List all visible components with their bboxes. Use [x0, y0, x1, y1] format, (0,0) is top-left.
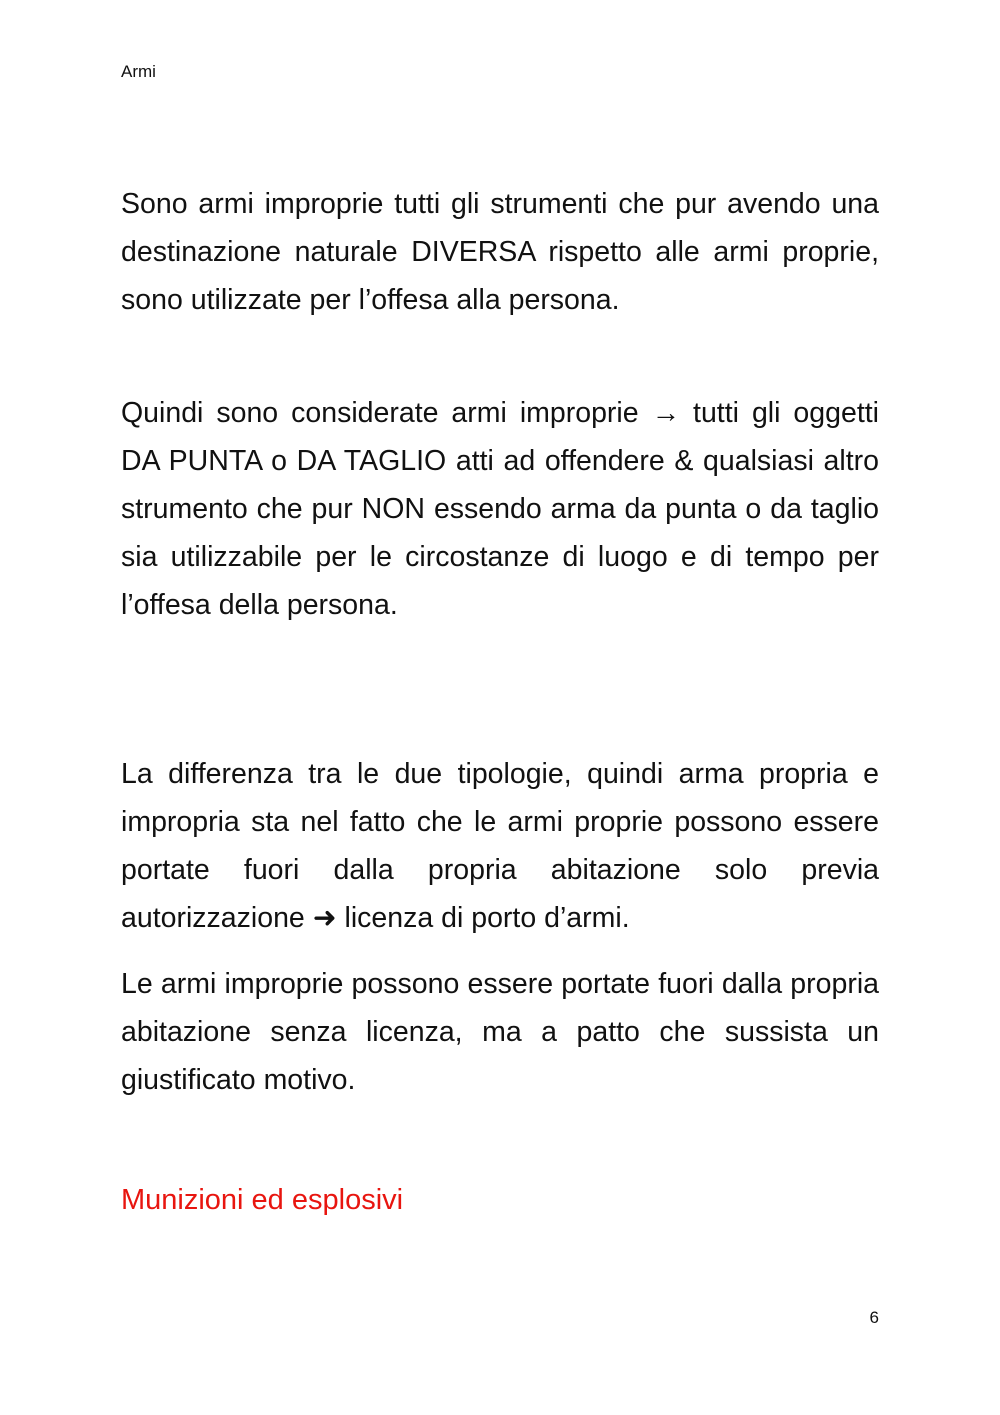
section-heading: Munizioni ed esplosivi [121, 1184, 404, 1216]
paragraph-text: La differenza tra le due tipologie, quindi arma propria e impropria sta nel fatto che le armi proprie possono essere portate fuori dalla propria abitazione solo previa autorizzazione ➜ licenza di porto d’armi. [121, 758, 879, 934]
paragraph-difference [121, 750, 879, 942]
running-header: Armi [121, 62, 156, 81]
page-number: 6 [869, 1308, 879, 1327]
paragraph-text: Sono armi improprie tutti gli strumenti che pur avendo una destinazione naturale DIVERSA rispetto alle armi proprie, sono utilizzate per l’offesa alla persona. [121, 188, 879, 316]
paragraph-improper-carry [121, 960, 879, 1104]
paragraph-text: Le armi improprie possono essere portate fuori dalla propria abitazione senza licenza, ma a patto che sussista un giustificato motivo. [121, 968, 879, 1096]
paragraph-improper-weapons-examples [121, 389, 879, 629]
paragraph-improper-weapons-definition [121, 180, 879, 324]
paragraph-text: Quindi sono considerate armi improprie → tutti gli oggetti DA PUNTA o DA TAGLIO atti ad offendere & qualsiasi altro strumento che pur NON essendo arma da punta o da taglio sia utilizzabile per le circostanze di luogo e di tempo per l’offesa della persona. [121, 397, 879, 621]
